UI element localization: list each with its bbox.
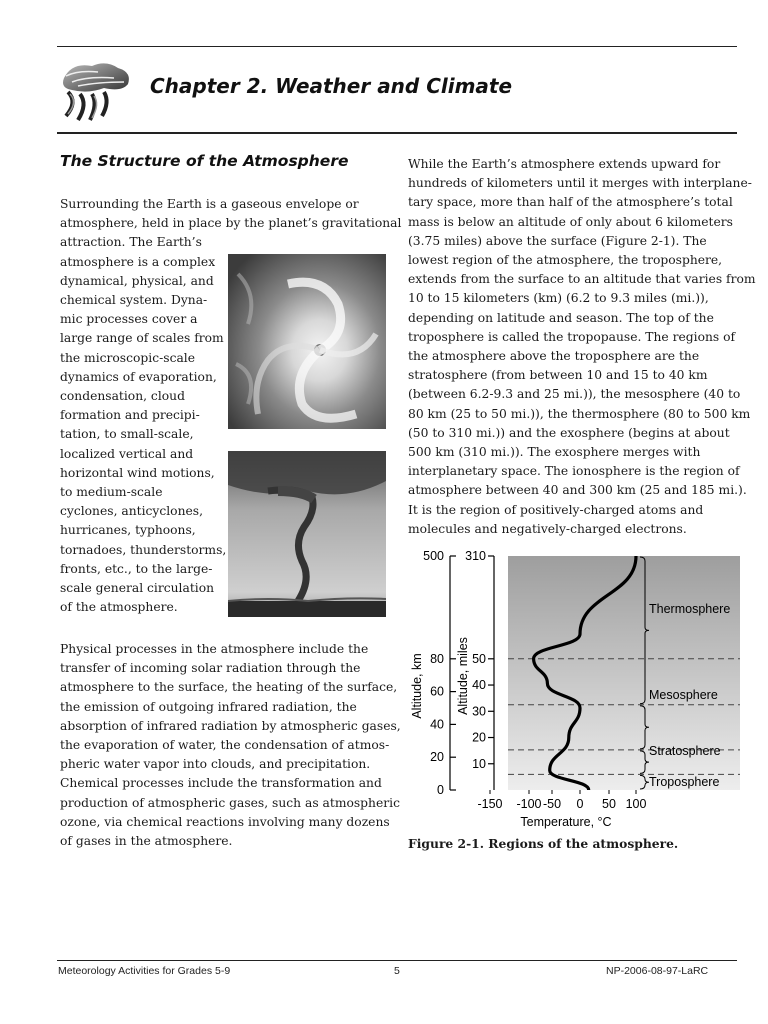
- km-tick-label: 500: [423, 549, 444, 563]
- text-line: mass is below an altitude of only about 6 kilometers: [408, 214, 733, 229]
- layer-label-thermosphere: Thermosphere: [649, 602, 731, 616]
- x-tick-label: -100: [516, 797, 542, 811]
- text-line: dynamics of evaporation,: [60, 369, 217, 384]
- text-line: interplanetary space. The ionosphere is the region of: [408, 464, 740, 479]
- atmosphere-regions-chart: [404, 548, 742, 834]
- text-line: stratosphere (from between 10 and 15 to 40 km: [408, 368, 708, 383]
- footer-document-id: NP-2006-08-97-LaRC: [606, 965, 709, 977]
- text-line: chemical system. Dyna-: [60, 293, 208, 308]
- miles-tick-label: 30: [472, 704, 486, 719]
- text-line: atmosphere, held in place by the planet’s gravitational: [60, 216, 402, 231]
- text-line: troposphere is called the tropopause. The regions of: [408, 329, 736, 344]
- x-tick-label: 100: [625, 797, 647, 811]
- text-line: tornadoes, thunderstorms,: [60, 542, 227, 557]
- text-line: tation, to small-scale,: [60, 427, 194, 442]
- tornado-photo: [228, 451, 386, 617]
- layer-label-stratosphere: Stratosphere: [649, 744, 721, 758]
- text-line: Surrounding the Earth is a gaseous envelope or: [60, 197, 359, 211]
- text-line: hurricanes, typhoons,: [60, 523, 196, 538]
- x-tick-label: -50: [542, 797, 562, 811]
- text-line: scale general circulation: [60, 581, 215, 596]
- miles-tick-label: 310: [465, 549, 486, 563]
- layer-label-mesosphere: Mesosphere: [649, 688, 718, 702]
- km-tick-label: 20: [430, 750, 444, 765]
- footer-rule: [57, 960, 737, 961]
- text-line: While the Earth’s atmosphere extends upward for: [408, 157, 721, 171]
- hurricane-satellite-photo: [228, 254, 386, 429]
- text-line: the microscopic-scale: [60, 350, 195, 365]
- text-line: atmosphere to the surface, the heating of the surface,: [60, 680, 398, 695]
- miles-tick-label: 20: [472, 730, 486, 745]
- text-line: tary space, more than half of the atmosphere’s total: [408, 195, 733, 210]
- text-line: production of atmospheric gases, such as atmospheric: [60, 795, 400, 810]
- text-line: (between 6.2-9.3 and 25 mi.)), the mesosphere (40 to: [408, 387, 741, 402]
- text-line: the evaporation of water, the condensation of atmos-: [60, 738, 390, 753]
- text-line: atmosphere is a complex: [60, 254, 216, 269]
- text-line: the emission of outgoing infrared radiation, the: [60, 699, 357, 714]
- y-label-km: Altitude, km: [410, 653, 424, 719]
- text-line: large range of scales from: [60, 331, 224, 346]
- text-line: of gases in the atmosphere.: [60, 834, 233, 849]
- text-line: mic processes cover a: [60, 312, 198, 327]
- km-tick-label: 60: [430, 684, 444, 699]
- layer-label-troposphere: Troposphere: [649, 775, 720, 789]
- miles-tick-label: 40: [472, 678, 486, 693]
- x-tick-label: -150: [477, 797, 503, 811]
- text-line: extends from the surface to an altitude that varies from: [408, 272, 756, 287]
- miles-tick-label: 50: [472, 651, 486, 666]
- text-line: to medium-scale: [60, 485, 163, 500]
- text-line: 500 km (310 mi.)). The exosphere merges with: [408, 445, 701, 460]
- text-line: Physical processes in the atmosphere include the: [60, 642, 369, 656]
- text-line: condensation, cloud: [60, 389, 185, 404]
- footer-publication: Meteorology Activities for Grades 5-9: [58, 965, 231, 977]
- text-line: depending on latitude and season. The top of the: [408, 310, 714, 325]
- text-line: hundreds of kilometers until it merges with interplane-: [408, 176, 752, 191]
- text-line: pheric water vapor into clouds, and precipitation.: [60, 757, 371, 772]
- text-line: fronts, etc., to the large-: [60, 561, 213, 576]
- text-line: formation and precipi-: [60, 408, 200, 423]
- text-line: the atmosphere above the troposphere are the: [408, 349, 700, 364]
- x-tick-label: 0: [576, 797, 584, 811]
- text-line: of the atmosphere.: [60, 600, 178, 615]
- text-line: transfer of incoming solar radiation through the: [60, 661, 361, 676]
- text-line: 10 to 15 kilometers (km) (6.2 to 9.3 miles (mi.)),: [408, 291, 709, 306]
- text-line: It is the region of positively-charged atoms and: [408, 502, 704, 517]
- text-line: atmosphere between 40 and 300 km (25 and 185 mi.).: [408, 483, 747, 498]
- y-label-miles: Altitude, miles: [456, 637, 470, 715]
- text-line: Chemical processes include the transformation and: [60, 776, 382, 791]
- header-bottom-rule: [57, 132, 737, 134]
- text-line: 80 km (25 to 50 mi.)), the thermosphere (80 to 500 km: [408, 406, 751, 421]
- processes-paragraph: [60, 640, 401, 851]
- km-tick-label: 40: [430, 717, 444, 732]
- chapter-title: Chapter 2. Weather and Climate: [150, 74, 513, 98]
- miles-tick-label: 10: [472, 756, 486, 771]
- figure-caption: Figure 2-1. Regions of the atmosphere.: [408, 836, 679, 851]
- text-line: absorption of infrared radiation by atmospheric gases,: [60, 718, 401, 733]
- text-line: molecules and negatively-charged electrons.: [408, 521, 687, 536]
- header-top-rule: [57, 46, 737, 47]
- storm-clouds-icon: [58, 58, 134, 124]
- text-line: (3.75 miles) above the surface (Figure 2-1). The: [408, 233, 707, 248]
- text-line: ozone, via chemical reactions involving many dozens: [60, 814, 390, 829]
- x-tick-label: 50: [602, 797, 616, 811]
- text-line: attraction. The Earth’s: [60, 235, 202, 250]
- km-axis: [423, 549, 456, 797]
- text-line: cyclones, anticyclones,: [60, 504, 203, 519]
- text-line: dynamical, physical, and: [60, 273, 214, 288]
- page-number: 5: [394, 965, 400, 977]
- text-line: lowest region of the atmosphere, the troposphere,: [408, 253, 723, 268]
- temperature-axis: [477, 790, 646, 811]
- text-line: (50 to 310 mi.)) and the exosphere (begins at about: [408, 425, 730, 440]
- text-line: horizontal wind motions,: [60, 465, 215, 480]
- x-label: Temperature, °C: [520, 815, 612, 829]
- text-line: localized vertical and: [60, 446, 194, 461]
- atmosphere-regions-paragraph: [408, 155, 756, 539]
- km-tick-label: 0: [437, 783, 444, 797]
- section-title: The Structure of the Atmosphere: [60, 152, 349, 170]
- km-tick-label: 80: [430, 651, 444, 666]
